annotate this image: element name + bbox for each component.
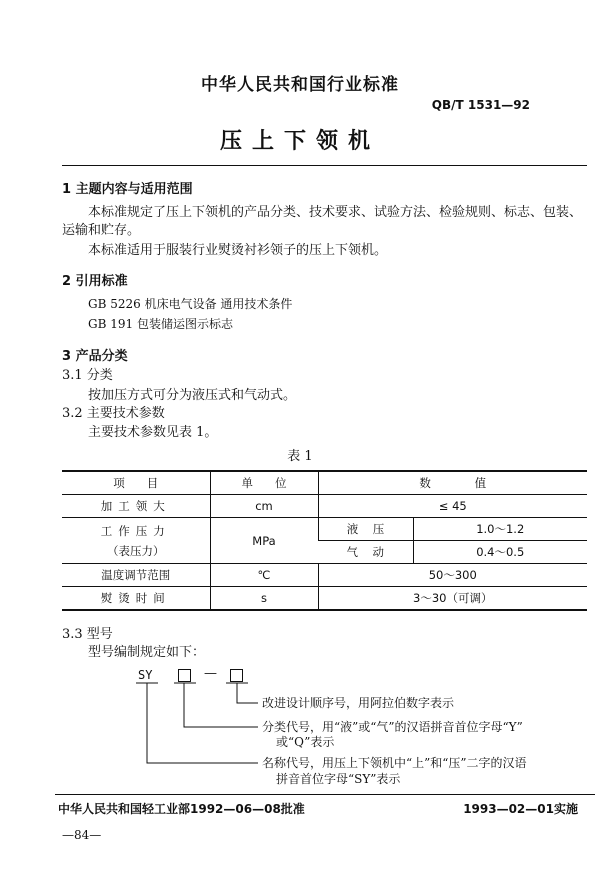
table-header-item: 项 目 <box>62 471 210 495</box>
table-header-value: 数 值 <box>318 471 587 495</box>
row-ironing-time-value: 3～30（可调） <box>318 587 587 611</box>
reference-gb5226: GB 5226 机床电气设备 通用技术条件 <box>88 297 293 311</box>
section-2-heading: 2 引用标准 <box>62 274 128 289</box>
standard-category: 中华人民共和国行业标准 <box>201 75 399 95</box>
reference-gb191: GB 191 包装储运图示标志 <box>88 317 233 331</box>
row-pressure-hydraulic-value: 1.0～1.2 <box>413 518 587 541</box>
row-temperature-unit: ℃ <box>210 564 318 587</box>
section-1-paragraph-1-line-1: 本标准规定了压上下领机的产品分类、技术要求、试验方法、检验规则、标志、包装、 <box>88 205 583 220</box>
row-pressure-pneumatic-value: 0.4～0.5 <box>413 541 587 564</box>
row-temperature-item: 温度调节范围 <box>62 564 210 587</box>
footer-implemented: 1993—02—01实施 <box>463 802 578 816</box>
section-3-heading: 3 产品分类 <box>62 349 128 364</box>
section-3-1-heading: 3.1 分类 <box>62 368 113 383</box>
row-ironing-time-item: 熨烫时间 <box>62 587 210 611</box>
row-pressure-item-label: 工作压力 <box>100 523 171 538</box>
footer-divider <box>55 794 595 795</box>
model-note-sequence: 改进设计顺序号，用阿拉伯数字表示 <box>262 696 455 710</box>
row-pressure-pneumatic-label: 气 动 <box>318 541 413 564</box>
section-3-3-heading: 3.3 型号 <box>62 627 113 642</box>
section-1-paragraph-1-line-2: 运输和贮存。 <box>62 223 141 238</box>
standard-code: QB/T 1531—92 <box>431 98 530 112</box>
row-collar-size-item: 加工领大 <box>62 495 210 518</box>
table-caption: 表 1 <box>287 449 313 464</box>
model-prefix: SY <box>138 668 153 682</box>
section-3-2-text: 主要技术参数见表 1。 <box>88 425 218 440</box>
row-pressure-item-sub: （表压力） <box>107 543 165 558</box>
row-collar-size-unit: cm <box>210 495 318 518</box>
section-1-heading: 1 主题内容与适用范围 <box>62 182 193 197</box>
section-3-3-text: 型号编制规定如下： <box>88 645 206 660</box>
section-3-1-text: 按加压方式可分为液压式和气动式。 <box>88 388 297 403</box>
row-pressure-hydraulic-label: 液 压 <box>318 518 413 541</box>
section-3-2-heading: 3.2 主要技术参数 <box>62 406 165 421</box>
footer-approved: 中华人民共和国轻工业部1992—06—08批准 <box>58 802 305 816</box>
model-note-classification-line-1: 分类代号，用“液”或“气”的汉语拼音首位字母“Y” <box>262 720 523 734</box>
model-note-name-line-2: 拼音首位字母“SY”表示 <box>276 772 401 786</box>
model-dash: — <box>204 666 217 681</box>
page-title: 压上下领机 <box>219 129 380 154</box>
model-note-name-line-1: 名称代号，用压上下领机中“上”和“压”二字的汉语 <box>262 756 527 770</box>
row-ironing-time-unit: s <box>210 587 318 611</box>
page-number: —84— <box>62 828 102 842</box>
row-collar-size-value: ≤ 45 <box>318 495 587 518</box>
model-note-classification-line-2: 或“Q”表示 <box>276 735 335 749</box>
section-1-paragraph-2: 本标准适用于服装行业熨烫衬衫领子的压上下领机。 <box>88 243 388 258</box>
table-header-unit: 单 位 <box>210 471 318 495</box>
row-pressure-unit: MPa <box>210 518 318 564</box>
row-temperature-value: 50～300 <box>318 564 587 587</box>
